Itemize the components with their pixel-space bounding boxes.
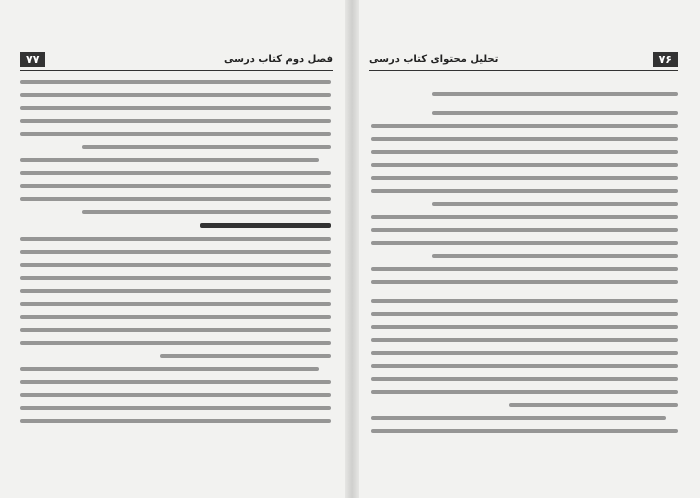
right-header-title: تحلیل محتوای کتاب درسی <box>369 53 499 65</box>
right-page-body <box>371 92 678 442</box>
book-gutter <box>345 0 359 498</box>
left-header-title: فصل دوم کتاب درسی <box>224 53 333 65</box>
left-page-header <box>20 48 333 71</box>
right-page <box>359 0 700 498</box>
left-page-number: ۷۷ <box>20 52 45 67</box>
left-page <box>0 0 345 498</box>
right-page-header <box>369 48 678 71</box>
right-page-number: ۷۶ <box>653 52 678 67</box>
left-section-heading <box>200 223 331 228</box>
left-page-body <box>20 80 331 432</box>
